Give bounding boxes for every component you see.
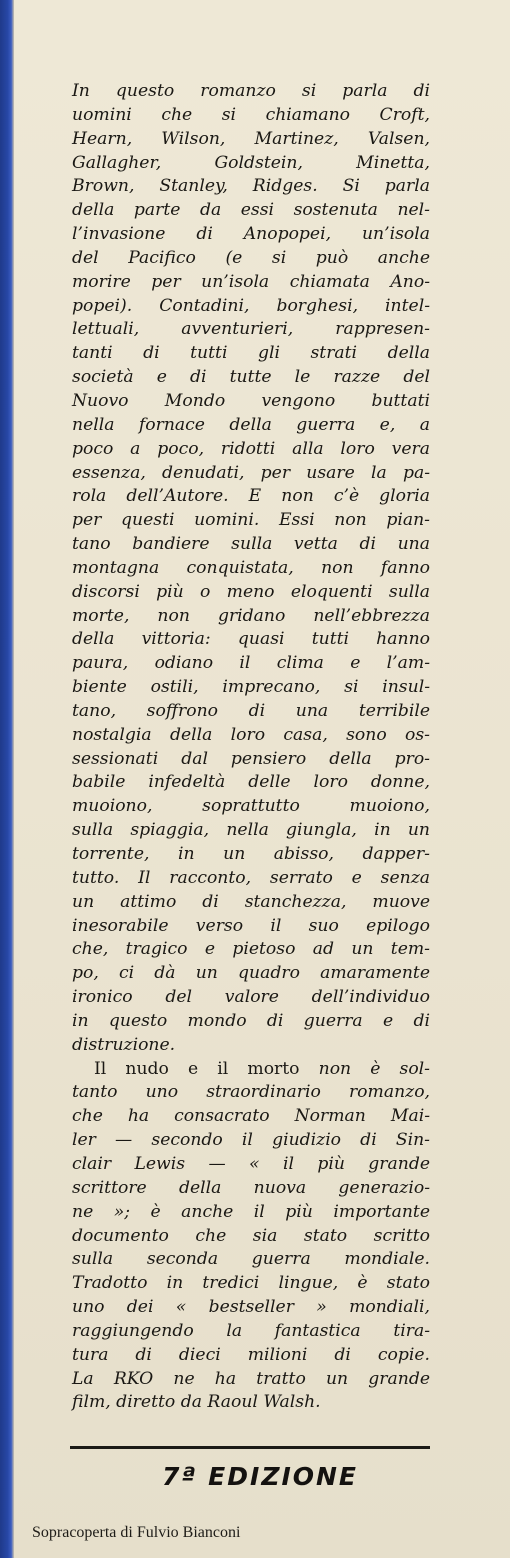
blurb-line: Tradotto in tredici lingue, è stato bbox=[72, 1273, 430, 1294]
blurb-line: muoiono, soprattutto muoiono, bbox=[72, 796, 430, 817]
blurb-line: essenza, denudati, per usare la pa- bbox=[72, 462, 430, 483]
blurb-line bbox=[72, 1058, 430, 1082]
blurb-line: distruzione. bbox=[72, 1034, 176, 1055]
blurb-line: po, ci dà un quadro amaramente bbox=[72, 963, 430, 984]
blurb-line: sulla spiaggia, nella giungla, in un bbox=[72, 820, 430, 841]
blurb-line: Hearn, Wilson, Martinez, Valsen, bbox=[72, 128, 430, 149]
blurb-line: tano, soffrono di una terribile bbox=[72, 700, 430, 721]
blurb-line: che ha consacrato Norman Mai- bbox=[72, 1106, 430, 1127]
blurb-line: per questi uomini. Essi non pian- bbox=[72, 510, 430, 531]
blurb-line: tanti di tutti gli strati della bbox=[72, 343, 430, 364]
blurb-line: un attimo di stanchezza, muove bbox=[72, 891, 430, 912]
blurb-paragraph-1 bbox=[72, 80, 430, 1058]
blurb-line: sulla seconda guerra mondiale. bbox=[72, 1249, 430, 1270]
blurb-line: sessionati dal pensiero della pro- bbox=[72, 748, 430, 769]
blurb-line: morire per un’isola chiamata Ano- bbox=[72, 271, 430, 292]
book-title: Il nudo e il morto bbox=[94, 1058, 300, 1079]
blurb-line: biente ostili, imprecano, si insul- bbox=[72, 677, 430, 698]
blurb-line: Gallagher, Goldstein, Minetta, bbox=[72, 152, 430, 173]
blurb-line: In questo romanzo si parla di bbox=[72, 81, 430, 101]
blurb-line: della vittoria: quasi tutti hanno bbox=[72, 629, 430, 650]
blurb-line: l’invasione di Anopopei, un’isola bbox=[72, 224, 430, 245]
blurb-paragraph-2 bbox=[72, 1058, 430, 1416]
blurb-line: Brown, Stanley, Ridges. Si parla bbox=[72, 176, 430, 197]
blurb-line: che, tragico e pietoso ad un tem- bbox=[72, 939, 430, 960]
blurb-line: documento che sia stato scritto bbox=[72, 1225, 430, 1246]
blurb-line: tanto uno straordinario romanzo, bbox=[72, 1082, 430, 1103]
divider-rule bbox=[70, 1446, 430, 1449]
blurb-line: scrittore della nuova generazio- bbox=[72, 1177, 430, 1198]
blurb-line: film, diretto da Raoul Walsh. bbox=[72, 1392, 321, 1413]
blurb-line: lettuali, avventurieri, rappresen- bbox=[72, 319, 430, 340]
blurb-line: babile infedeltà delle loro donne, bbox=[72, 772, 430, 793]
blurb-line: poco a poco, ridotti alla loro vera bbox=[72, 438, 430, 459]
blurb-line: Nuovo Mondo vengono buttati bbox=[72, 390, 430, 411]
blurb-line: uomini che si chiamano Croft, bbox=[72, 104, 430, 125]
blurb-line: nella fornace della guerra e, a bbox=[72, 414, 430, 435]
blurb-line: ne »; è anche il più importante bbox=[72, 1201, 430, 1222]
blurb-line: nostalgia della loro casa, sono os- bbox=[72, 724, 430, 745]
blurb-line: paura, odiano il clima e l’am- bbox=[72, 653, 430, 674]
blurb-line: raggiungendo la fantastica tira- bbox=[72, 1320, 430, 1341]
blurb-line: ironico del valore dell’individuo bbox=[72, 987, 430, 1008]
blurb-line: La RKO ne ha tratto un grande bbox=[72, 1368, 430, 1389]
blurb-line: discorsi più o meno eloquenti sulla bbox=[72, 581, 430, 602]
blurb-line: montagna conquistata, non fanno bbox=[72, 557, 430, 578]
blurb-line: tura di dieci milioni di copie. bbox=[72, 1344, 430, 1365]
blurb-line: tano bandiere sulla vetta di una bbox=[72, 534, 430, 555]
blurb-line: popei). Contadini, borghesi, intel- bbox=[72, 295, 430, 316]
blurb-line: morte, non gridano nell’ebbrezza bbox=[72, 605, 430, 626]
blurb-line: in questo mondo di guerra e di bbox=[72, 1010, 430, 1031]
blurb-line: ler — secondo il giudizio di Sin- bbox=[72, 1130, 430, 1151]
blurb-line: clair Lewis — « il più grande bbox=[72, 1153, 430, 1174]
blurb-line: rola dell’Autore. E non c’è gloria bbox=[72, 486, 430, 507]
blurb-line: tutto. Il racconto, serrato e senza bbox=[72, 867, 430, 888]
blurb-line-rest: non è sol- bbox=[299, 1058, 430, 1079]
blurb-line: torrente, in un abisso, dapper- bbox=[72, 844, 430, 864]
edition-label: 7ª EDIZIONE bbox=[161, 1462, 358, 1491]
blurb-line: inesorabile verso il suo epilogo bbox=[72, 915, 430, 936]
blue-spine-edge bbox=[0, 0, 14, 1558]
cover-credit: Sopracoperta di Fulvio Bianconi bbox=[32, 1524, 241, 1541]
blurb-line: uno dei « bestseller » mondiali, bbox=[72, 1297, 430, 1318]
blurb-line: della parte da essi sostenuta nel- bbox=[72, 200, 430, 221]
blurb-line: società e di tutte le razze del bbox=[72, 367, 430, 388]
blurb-text bbox=[72, 80, 430, 1415]
blurb-line: del Pacifico (e si può anche bbox=[72, 247, 430, 268]
